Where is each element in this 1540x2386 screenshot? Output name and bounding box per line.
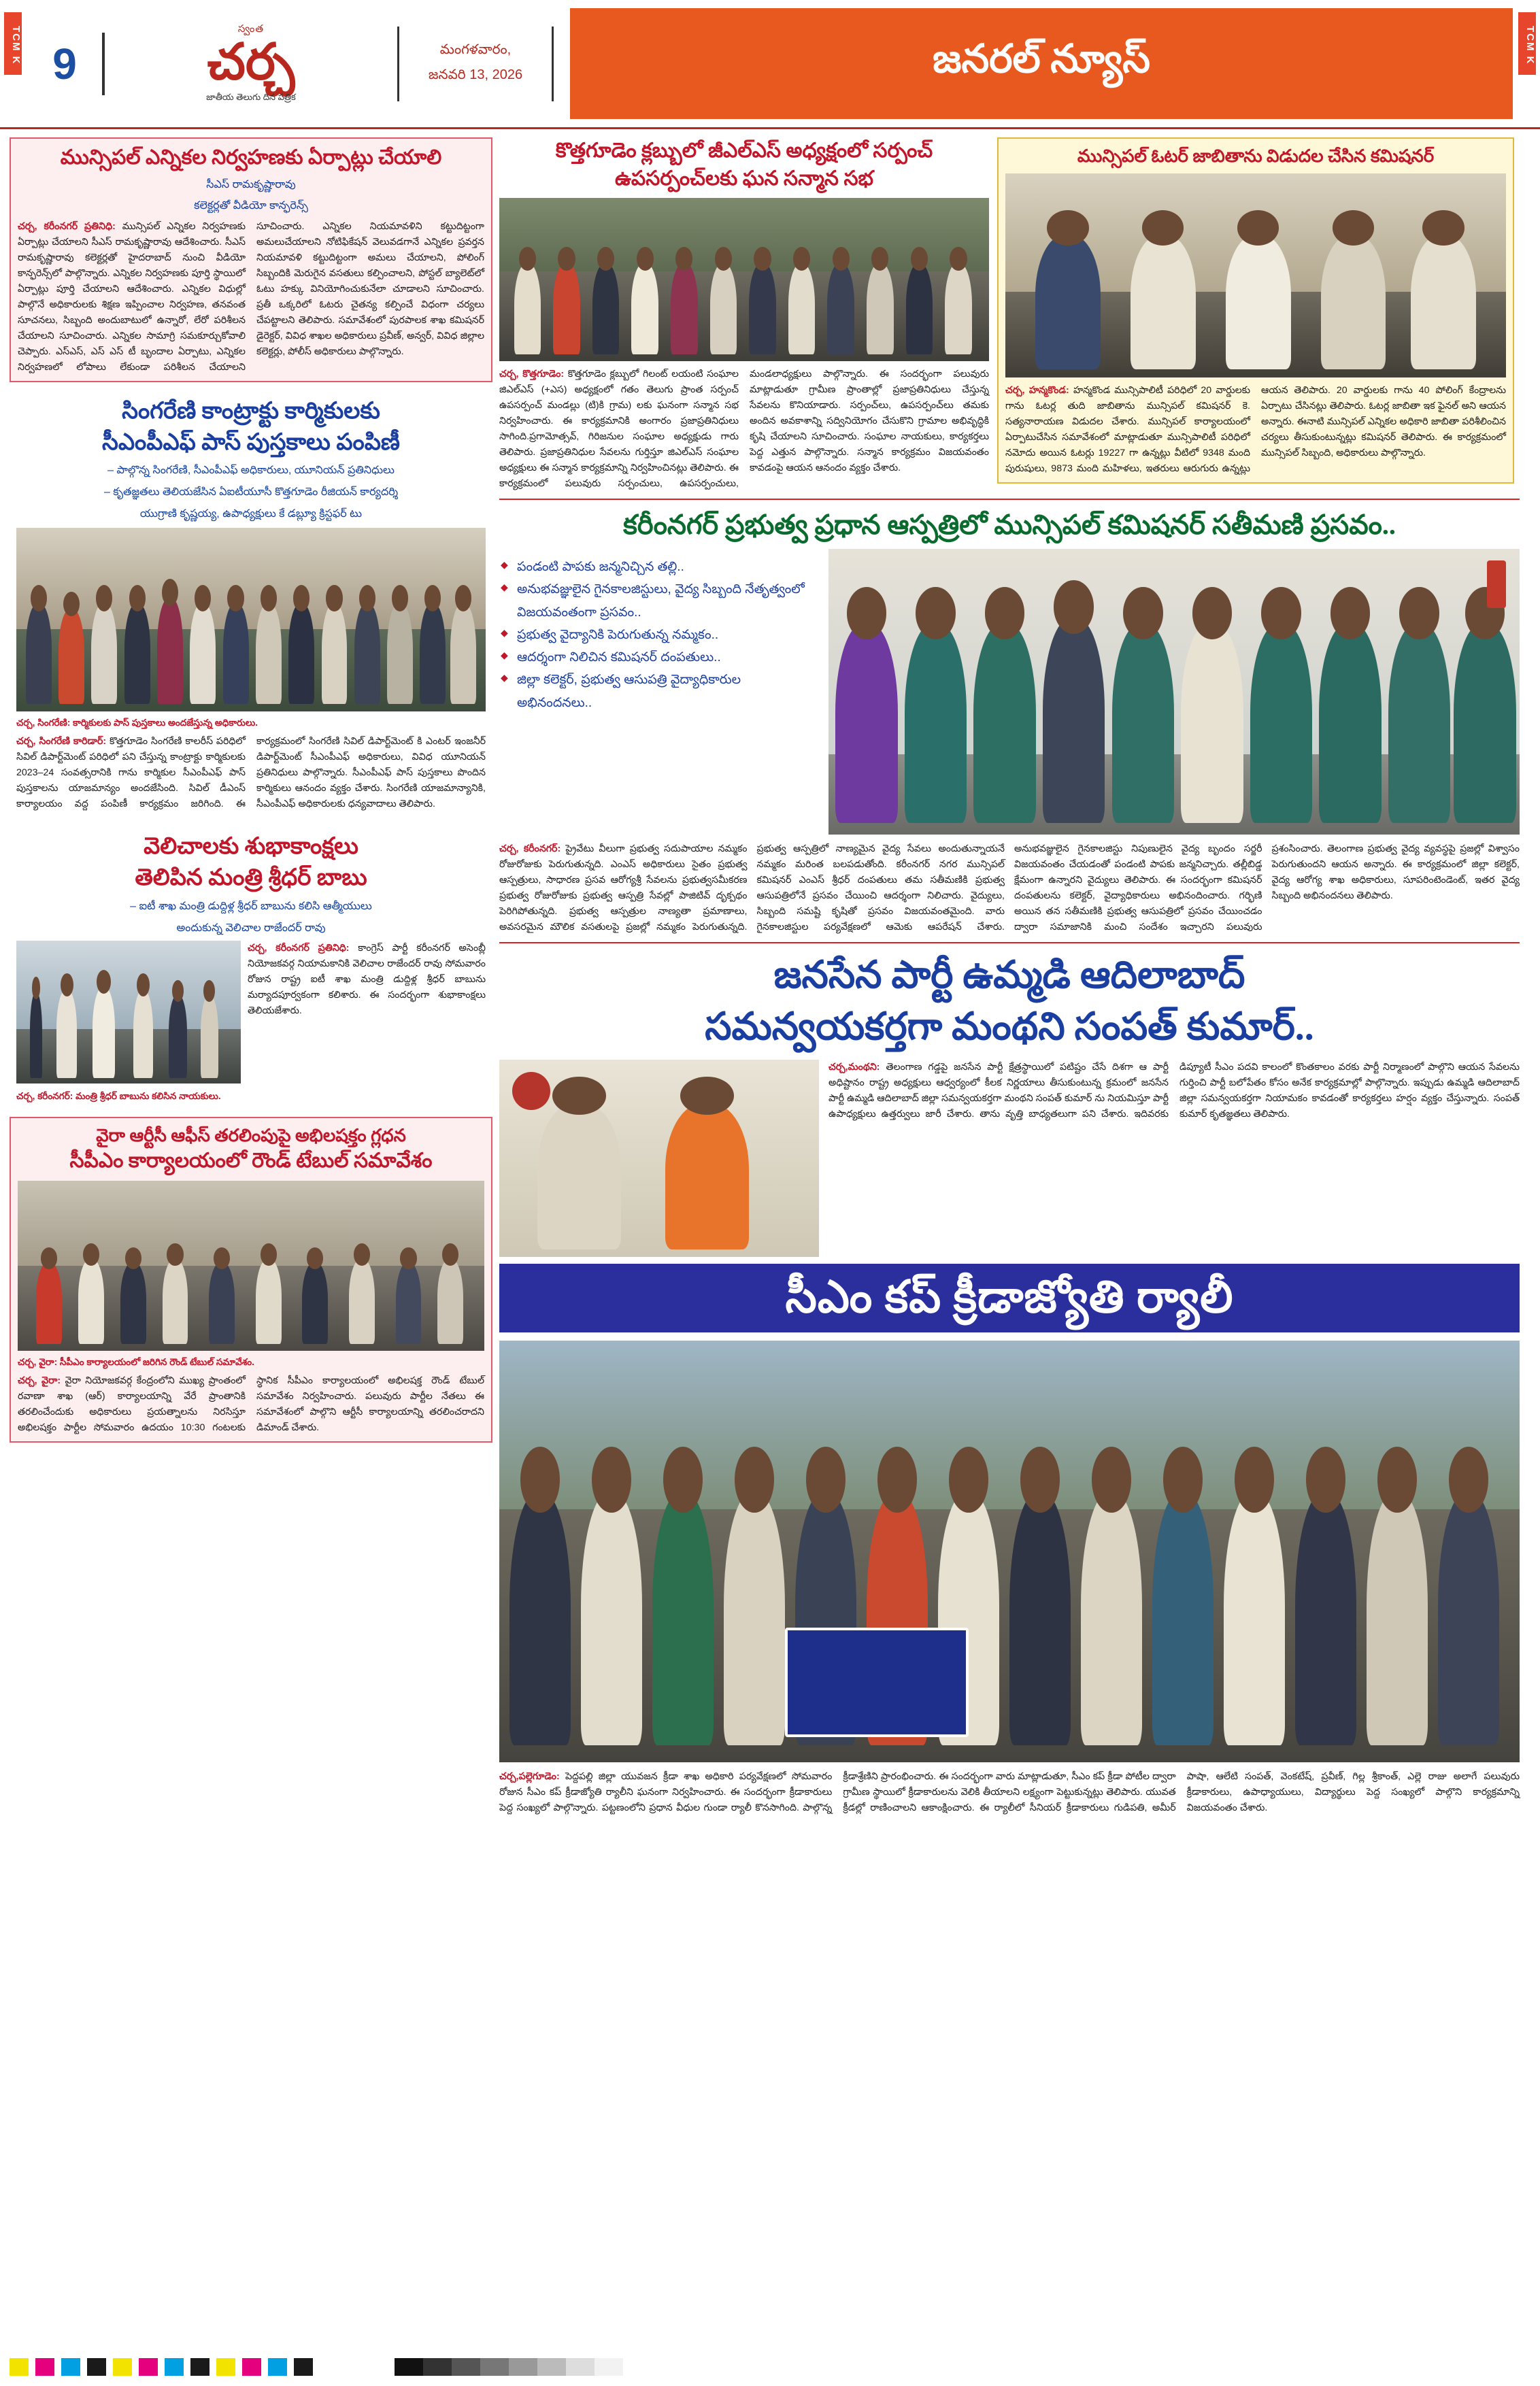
article-body-text: మున్సిపల్ ఎన్నికల నిర్వహణకు ఏర్పాట్లు చేయాలని సీఎస్ రామకృష్ణారావు ఆదేశించారు. సీఎస్ రామకృష్ణారావు కలెక్టర్లతో హైదరాబాద్ నుంచి వీడియో కాన్ఫరెన్స్‌లో పాల్గొన్నారు. ఎన్నికల నిర్వహణకు పూర్తి స్థాయిలో ఏర్పాట్లు పూర్తి చేయాలని ఆదేశించారు. ఎన్నికల విధుల్లో పాల్గొనే అధికారులకు శిక్షణ ఇప్పించాల నిర్వహణ, తనవంత సూచనలు, సిబ్బంది అందుబాటులో ఉన్నారో, లేరో పరిశీలన చేయాలని సూచించారు. ఎన్నికల సామాగ్రి సమకూర్చుకోవాలి చెప్పారు. ఎస్‌ఎస్, ఎస్ ఎస్ టీ బృందాల ఏర్పాటు, ఎన్నికల నిర్వహణలో లోపాలు లేకుండా పరిశీలన చేయాలని సూచించారు. ఎన్నికల నియమావళిని కట్టుదిట్టంగా అమలుచేయాలని నోటిఫికేషన్ వెలువడగానే ఎన్నికల ప్రవర్తన నియమావళి కట్టుదిట్టంగా అమలు చేయాలని, పోలింగ్ సిబ్బందికి మెరుగైన వసతులు కల్పించాలని, పోస్టల్ బ్యాలెట్‌లో ఓటు హక్కు వినియోగించుకునేలా చూడాలని సూచించారు. ప్రతీ ఒక్కరిలో ఓటరు చైతన్య కల్పించే విధంగా చర్యలు చేపట్టాలని తెలిపారు. — [18, 220, 484, 373]
article-body — [248, 941, 486, 1083]
article-body — [16, 734, 486, 812]
photo-caption-text: చర్చ, సింగరేణి: కార్మికులకు పాస్ పుస్తకాలు అందజేస్తున్న అధికారులు. — [16, 718, 258, 728]
article-body-col3: వారు గైనకాలజిస్టుల పర్యవేక్షణలో ఆమెకు ఆపరేషన్ చేశారు. అనుభవజ్ఞులైన గైనకాలజిస్టు నిపుణులైన వైద్య బృందం సర్జరీ విజయవంతం చేయడంతో పండంటి పాపకు జన్మనిచ్చారు. తల్లీబిడ్డ క్షేమంగా ఉన్నారని వైద్యులు తెలిపారు. ఈ సందర్భంగా కమిషనర్ దంపతులను కలెక్టర్, వైద్యాధికారులు అభినందించారు. — [756, 843, 1262, 933]
dateline: చర్చ,మంథని: — [828, 1062, 880, 1073]
swatch-cyan — [61, 2358, 80, 2376]
dateline: చర్చ, కరీంనగర్ ప్రతినిధి: — [248, 943, 350, 954]
bullet-item: ◆ ప్రభుత్వ వైద్యానికి పెరుగుతున్న నమ్మకం.. — [499, 624, 819, 646]
article-headline-line1: జనసేన పార్టీ ఉమ్మడి ఆదిలాబాద్ — [773, 954, 1245, 997]
article-subhead-1: సీఎస్ రామకృష్ణారావు — [206, 178, 296, 190]
bullet-item: ◆ ఆదర్శంగా నిలిచిన కమిషనర్ దంపతులు.. — [499, 646, 819, 669]
article-headline: మున్సిపల్ ఎన్నికల నిర్వహణకు ఏర్పాట్లు చేయాలి — [60, 146, 442, 169]
photo-caption-text: చర్చ, వైరా: సీపీఎం కార్యాలయంలో జరిగిన రౌండ్ టేబుల్ సమావేశం. — [18, 1356, 254, 1367]
article-rtc-office-protest — [10, 1117, 492, 1443]
print-registration-bar — [0, 2348, 1540, 2386]
swatch-yellow — [10, 2358, 29, 2376]
article-bullet-list — [499, 556, 819, 835]
article-headline-line2: సీపీఎం కార్యాలయంలో రౌండ్ టేబుల్ సమావేశం — [69, 1149, 433, 1173]
article-body — [499, 1769, 1520, 1816]
photo-cm-cup-rally — [499, 1341, 1520, 1762]
dateline: చర్చ,పల్లెగూడెం: — [499, 1770, 560, 1782]
article-headline-line2: సీఎంపీఎఫ్ పాస్ పుస్తకాలు పంపిణీ — [102, 429, 400, 455]
article-body-text: హన్మకొండ మున్సిపాలిటీ పరిధిలో 20 వార్డులకు గాను ఓటర్ల తుది జాబితాను మున్సిపల్ కమిషనర్ కె. సత్యనారాయణ విడుదల చేశారు. మున్సిపల్ కార్యాలయంలో ఏర్పాటుచేసిన సమావేశంలో మాట్లాడుతూ మున్సిపాలిటీ పరిధిలో నమోదు అయిన ఓటర్లు 19227 గా ఉన్నట్లు వీటిలో 9348 మంది పురుషులు, 9873 మంది మహిళలు, ఇతరులు ఆరుగురు ఉన్నట్లు ఆయన తెలిపారు. 20 వార్డులకు గాను 40 పోలింగ్ కేంద్రాలను ఏర్పాటు చేసినట్లు తెలిపారు. ఓటర్ల జాబితా ఇక ఫైనల్ అని ఆయన అన్నారు. ఈనాటి మున్సిపల్ ఎన్నికల అధికారి జాబితా పరిశీలించిన చర్యలు తీసుకుంటున్నట్లు కమిషనర్ తెలిపారు. ఈ కార్యక్రమంలో మున్సిపల్ సిబ్బంది, అధికారులు పాల్గొన్నారు. — [1005, 385, 1506, 475]
section-divider — [499, 499, 1520, 500]
photo-felicitation-group — [499, 198, 989, 361]
article-body — [499, 841, 1520, 935]
article-body — [499, 367, 989, 492]
tcm-tab-left: TCM K — [4, 12, 22, 75]
grey-step — [395, 2358, 423, 2376]
article-headline-line1: సింగరేణి కాంట్రాక్టు కార్మికులకు — [122, 398, 380, 424]
swatch-black — [190, 2358, 210, 2376]
grey-step — [595, 2358, 623, 2376]
photo-round-table-meeting — [18, 1181, 484, 1351]
swatch-yellow — [113, 2358, 132, 2376]
grey-step — [566, 2358, 595, 2376]
article-photo-and-body — [499, 1060, 1520, 1257]
masthead — [0, 0, 1540, 129]
left-column — [10, 137, 492, 1816]
article-body-text-left: కొత్తగూడెం క్లబ్బులో గిలంట్ లయంటి సంఘాల జిఎల్ఎస్ (+ఎస) అధ్యక్షంలో గతం తెలుగు ప్రాంత సర్పంచ్ ఉపసర్పంచ్ మండల్లు (టి)కి గ్రామ) లకు ఘనంగా సన్మాన సభ నిర్వహించారు. ఈ కార్యక్రమానికి అంగారం ప్రజాప్రతినిధులు సాగింది.ప్రగామోత్సవ్, గిరిజనుల సంఘాల అధ్యక్షుడు గారు తెలిపారు. ప్రజాప్రతినిధుల సేవలను గుర్తిస్తూ జిఎల్ఎస్ సంఘాల అధ్యక్షులు ఈ సన్మాన కార్యక్రమాన్ని నిర్వహించినట్లు తెలిపారు. ఈ కార్యక్రమంలో పలువురు సర్పంచులు, ఉపసర్పంచులు, మండలాధ్యక్షులు పాల్గొన్నారు. — [499, 369, 868, 489]
bullet-item: ◆ అనుభవజ్ఞులైన గైనకాలజిస్టులు, వైద్య సిబ్బంది నేతృత్వంలో విజయవంతంగా ప్రసవం.. — [499, 578, 819, 624]
bullet-item: ◆ జిల్లా కలెక్టర్, ప్రభుత్వ ఆసుపత్రి వైద్యాధికారుల అభినందనలు.. — [499, 669, 819, 714]
grey-step — [537, 2358, 566, 2376]
grey-step — [452, 2358, 480, 2376]
article-body-col1: తెలంగాణ గడ్డపై జనసేన పార్టీ క్షేత్రస్థాయిలో పటిష్టం చేసే దిశగా ఆ పార్టీ అధిష్టానం రాష్ట్ర అధ్యక్షులు ఆధ్వర్యంలో కీలక నిర్ణయాలు తీసుకుంటున్న క్రమంలో జనసేన పార్టీ ఉమ్మడి ఆదిలాబాద్ జిల్లా సమన్వయకర్తగా మంథని సంపత్ కుమార్ ను నియమిస్తూ పార్టీ ఉపాధ్యక్షులు ఉత్తర్వులు జారీ చేశారు. — [828, 1062, 1169, 1120]
article-subhead-2: – కృతజ్ఞతలు తెలియజేసిన ఏఐటీయూసీ కొత్తగూడెం రీజియన్ కార్యదర్శి — [103, 486, 399, 499]
grey-step — [509, 2358, 537, 2376]
article-body — [828, 1060, 1520, 1257]
swatch-yellow — [216, 2358, 235, 2376]
dateline: చర్చ, కొత్తగూడెం: — [499, 369, 565, 380]
article-body — [1005, 383, 1506, 477]
swatch-black — [294, 2358, 313, 2376]
article-subhead-3: యుగ్రాణి కృష్ణయ్య, ఉపాధ్యక్షులు కే డబ్ల్యూ క్రిస్టఫర్ టు — [139, 507, 363, 520]
article-headline: కరీంనగర్ ప్రభుత్వ ప్రధాన ఆస్పత్రిలో మున్సిపల్ కమిషనర్ సతీమణి ప్రసవం.. — [623, 509, 1396, 541]
article-body-col4: గర్భిణి అయిన తన సతీమణికి ప్రభుత్వ ఆసుపత్రిలో ప్రసవం చేయించడం ద్వారా సమాజానికి మంచి సందేశం ఇచ్చారని పలువురు ప్రశంసించారు. తెలంగాణ ప్రభుత్వ వైద్య వ్యవస్థపై ప్రజల్లో విశ్వాసం పెరుగుతుందని ఆయన అన్నారు. ఈ కార్యక్రమంలో జిల్లా కలెక్టర్, వైద్య ఆరోగ్య శాఖ అధికారులు, సూపరింటెండెంట్, ఇతర వైద్య సిబ్బంది అభినందనలు తెలిపారు. — [1014, 843, 1520, 933]
dateline: చర్చ, కరీంనగర్: — [499, 843, 561, 855]
article-photo-and-body — [16, 941, 486, 1083]
logo-main-text: చర్చ — [207, 34, 295, 90]
article-headline-line2: ఉపసర్పంచ్‌లకు ఘన సన్మాన సభ — [614, 167, 874, 190]
dateline: చర్చ, వైరా: — [18, 1375, 61, 1386]
article-municipal-elections — [10, 137, 492, 382]
publication-logo — [105, 0, 397, 127]
article-body-text: వైరా నియోజకవర్గ కేంద్రంలోని ముఖ్య ప్రాంతంలో రవాణా శాఖ (ఆర్) కార్యాలయాన్ని వేరే ప్రాంతానికి తరలించేందుకు అధికారులు ప్రయత్నాలను నిరసిస్తూ అభిలషక్తం పార్టీల సోమవారం ఉదయం 10:30 గంటలకు స్థానిక సీపీఎం కార్యాలయంలో అభిలషక్త రౌండ్ టేబుల్ సమావేశం నిర్వహించారు. పలువురు పార్టీల నేతలు ఈ సమావేశంలో పాల్గొని ఆర్టీసీ కార్యాలయాన్ని తరలించరాదని డిమాండ్ చేశారు. — [18, 1375, 484, 1433]
article-singareni-passbooks — [10, 390, 492, 818]
article-headline-line1: వెలిచాలకు శుభాకాంక్షలు — [144, 834, 358, 860]
article-headline-line2: తెలిపిన మంత్రి శ్రీధర్ బాబు — [135, 865, 367, 891]
article-body-text-right: ఈ సందర్భంగా పలువురు మాట్లాడుతూ గ్రామీణ ప్రాంతాల్లో ప్రజాప్రతినిధులు చేస్తున్న సేవలను కొనియాడారు. సర్పంచ్‌లు, ఉపసర్పంచ్‌లు తమకు అందిన అవకాశాన్ని సద్వినియోగం చేసుకొని గ్రామాల అభివృద్ధికి కృషి చేయాలని సూచించారు. సంఘాల నాయకులు, కార్యకర్తలు పెద్ద ఎత్తున పాల్గొన్నారు. సన్మాన కార్యక్రమం విజయవంతం కావడంపై ఆయన ఆనందం వ్యక్తం చేశారు. — [750, 369, 989, 473]
article-janasena-appointment — [499, 950, 1520, 1257]
swatch-black — [87, 2358, 106, 2376]
article-body — [18, 1373, 484, 1436]
right-column — [499, 137, 1520, 1816]
photo-singareni-event — [16, 528, 486, 711]
tcm-tab-right: TCM K — [1518, 12, 1536, 75]
article-body-col1: పెద్దపల్లి జిల్లా యువజన క్రీడా శాఖ అధికారి పర్యవేక్షణలో సోమవారం రోజున సీఎం కప్ క్రీడాజ్యోతి ర్యాలీని ఘనంగా నిర్వహించారు. ఈ సందర్భంగా క్రీడాకారులు పెద్ద సంఖ్యలో పాల్గొన్నారు. పట్టణంలోని ప్రధాన వీధుల గుండా ర్యాలీ కొనసాగింది. — [499, 1770, 833, 1813]
logo-tagline: జాతీయ తెలుగు దిన పత్రిక — [206, 91, 296, 102]
greyscale-steps — [395, 2358, 623, 2376]
bullet-item: ◆ పండంటి పాపకు జన్మనిచ్చిన తల్లి.. — [499, 556, 819, 578]
issue-date-full: జనవరి 13, 2026 — [428, 67, 523, 82]
swatch-cyan — [165, 2358, 184, 2376]
photo-caption — [16, 1089, 486, 1103]
article-body-text: కొత్తగూడెం సింగరేణి కాలరీస్ పరిధిలో సివిల్ డిపార్ట్‌మెంట్ పరిధిలో పని చేస్తున్న కాంట్రాక్టు కార్మికులకు 2023–24 సంవత్సరానికి గాను కార్మికుల సీఎంపీఎఫ్ పాస్ పుస్తకాలను యాజమాన్యం అందజేసింది. సివిల్ డీఎంస్ కార్యాలయం వద్ద పంపిణీ కార్యక్రమం జరిగింది. ఈ కార్యక్రమంలో సింగరేణి సివిల్ డిపార్ట్‌మెంట్ కి ఎంటర్ ఇంజనీర్ డిపార్ట్‌మెంట్ సీఎంపీఎఫ్ అధికారులు, వివిధ యూనియన్ ప్రతినిధులు పాల్గొన్నారు. సీఎంపీఎఫ్ పాస్ పుస్తకాలు పొందిన కార్మికులు ఆనందం వ్యక్తం చేశారు. సింగరేణి యాజమాన్యానికి, సీఎంపీఎఫ్ అధికారులకు ధన్యవాదాలు తెలిపారు. — [16, 736, 486, 810]
section-title: జనరల్ న్యూస్ — [570, 8, 1513, 119]
article-cm-cup-rally — [499, 1264, 1520, 1816]
article-sarpanch-felicitation — [499, 137, 989, 492]
dateline: చర్చ, హన్మకొండ: — [1005, 385, 1069, 397]
article-minister-greetings — [10, 826, 492, 1109]
photo-hospital-staff — [828, 549, 1520, 835]
top-row — [499, 137, 1520, 492]
article-headline-line1: కొత్తగూడెం క్లబ్బులో జీఎల్ఎస్ అధ్యక్షంలో సర్పంచ్ — [555, 139, 933, 162]
photo-minister-meeting — [16, 941, 241, 1083]
issue-day: మంగళవారం, — [439, 41, 512, 57]
swatch-magenta — [35, 2358, 54, 2376]
article-subhead-2: కలెక్టర్లతో వీడియో కాన్ఫరెన్స్ — [194, 200, 308, 212]
article-body-col2: పాల్గొన్న క్రీడాశ్రేణిని ప్రారంభించారు. ఈ సందర్భంగా వారు మాట్లాడుతూ, సీఎం కప్ క్రీడా పోటీల ద్వారా గ్రామీణ స్థాయిలో క్రీడాకారులను వెలికి తీయాలని లక్ష్యంగా పెట్టుకున్నట్లు తెలిపారు. యువత క్రీడల్లో రాణించాలని ఆకాంక్షించారు. — [803, 1770, 1176, 1813]
article-body-col2: ప్రభుత్వ ఆస్పత్రిలో నాణ్యమైన వైద్య సేవలు అందుతున్నాయనే నమ్మకం మరింత బలపడుతోంది. కరీంనగర్ నగర మున్సిపల్ కమిషనర్ ఎంఎస్ శ్రీధర్ దంపతులు తమ సతీమణికి ప్రభుత్వ ఆసుపత్రిలోనే ప్రసవం చేయించి ఆదర్శంగా నిలిచారు. వైద్యులు, సిబ్బంది సమష్టి కృషితో ప్రసవం విజయవంతమైంది. — [756, 843, 1005, 918]
article-body-text-2: సమావేశంలో పురపాలక శాఖ కమిషనర్ డైరెక్టర్, వివిధ శాఖల అధికారులు ప్రవీణ్, అన్వర్, వివిధ జిల్లాల కలెక్టర్లు, పోలీస్ అధికారులు పాల్గొన్నారు. — [256, 314, 484, 357]
article-body-col3: ఈ ర్యాలీలో సీనియర్ క్రీడాకారులు గుడిపతి, అమీర్ పాషా, ఆలేటి సంపత్, వెంకటేష్, ప్రవీణ్, గిల్ల శ్రీకాంత్, ఎల్లె రాజు అలాగే పలువురు క్రీడాకారులు, ఉపాధ్యాయులు, విద్యార్థులు పెద్ద సంఖ్యలో పాల్గొని కార్యక్రమాన్ని విజయవంతం చేశారు. — [980, 1770, 1520, 1813]
article-hospital-delivery — [499, 507, 1520, 935]
article-body — [18, 219, 484, 375]
article-subhead-1: – పాల్గొన్న సింగరేణి, సీఎంపీఎఫ్ అధికారులు, యూనియన్ ప్రతినిధులు — [107, 465, 395, 477]
article-body-col1: ప్రైవేటు వీలుగా ప్రభుత్వ సదుపాయాల నమ్మకం రోజురోజుకు పెరుగుతున్నది. ఎంఎస్ అధికారులు సైతం ప్రభుత్వ ఆస్పత్రులు, సాధారణ ప్రసవ ఆరోగ్యశ్రీ సేవలను ప్రభుత్వసమీకరణ ప్రభుత్వ రోజురోజుకు ప్రభుత్వ ఆస్పత్రి సేవల్లో పాజిటివ్ దృక్పథం పెరిగిపోతున్నది. ప్రభుత్వ ఆస్పత్రుల నాణ్యతా ప్రమాణాలు, అవసరమైన మౌలిక వసతులపై ప్రజల్లో నమ్మకం పెరుగుతున్నది. — [499, 843, 748, 933]
article-headline: మున్సిపల్ ఓటర్ జాబితాను విడుదల చేసిన కమిషనర్ — [1077, 146, 1435, 166]
swatch-magenta — [139, 2358, 158, 2376]
photo-commissioner-voter-list — [1005, 173, 1506, 377]
issue-date — [397, 27, 554, 101]
article-bullets-and-photo — [499, 549, 1520, 835]
article-body-col2: తాను వృత్తి బాధ్యతలుగా పని చేశారు. ఇదివరకు డిప్యూటీ సీఎం పదవి కాలంలో కొంతకాలం వరకు పార్టీ నిర్మాణంలో పాల్గొని ఆయన సేవలను గుర్తించి పార్టీ బలోపేతం కోసం అనేక కార్యక్రమాల్లో పాల్గొన్నారు. ఇప్పుడు ఉమ్మడి ఆదిలాబాద్ జిల్లా సమన్వయకర్తగా నియామకం కావడంతో కార్యకర్తలు హర్షం వ్యక్తం చేస్తున్నారు. సంపత్ కుమార్ కృతజ్ఞతలు తెలిపారు. — [980, 1062, 1520, 1120]
article-body-text: కాంగ్రెస్ పార్టీ కరీంనగర్ అసెంబ్లీ నియోజకవర్గ నియామకానికి వెలిచాల రాజేందర్ రావు సోమవారం రోజున రాష్ట్ర ఐటీ శాఖ మంత్రి డుద్దిళ్ల శ్రీధర్ బాబును మర్యాదపూర్వకంగా కలిశారు. ఈ సందర్భంగా శుభాకాంక్షలు తెలియజేశారు. — [248, 943, 486, 1017]
section-divider — [499, 942, 1520, 943]
grey-step — [480, 2358, 509, 2376]
dateline: చర్చ, సింగరేణి కారిడార్: — [16, 736, 107, 747]
photo-caption — [18, 1355, 484, 1369]
article-subhead-1: – ఐటీ శాఖ మంత్రి డుద్దిళ్ల శ్రీధర్ బాబును కలిసి ఆత్మీయులు — [130, 901, 372, 913]
grey-step — [423, 2358, 452, 2376]
page-number: 9 — [52, 39, 77, 88]
logo-small-text: స్వంత — [237, 22, 265, 35]
color-swatches — [10, 2358, 313, 2376]
article-subhead-2: అందుకున్న వెలిచాల రాజేందర్ రావు — [176, 922, 326, 934]
article-headline-line2: సమన్వయకర్తగా మంథని సంపత్ కుమార్.. — [705, 1005, 1314, 1048]
swatch-cyan — [268, 2358, 287, 2376]
article-voter-list-release — [997, 137, 1514, 484]
swatch-magenta — [242, 2358, 261, 2376]
article-headline-line1: వైరా ఆర్టీసీ ఆఫీస్ తరలింపుపై అభిలషక్తం గ్లధన — [96, 1126, 406, 1146]
article-banner-headline: సీఎం కప్ క్రీడాజ్యోతి ర్యాలీ — [499, 1264, 1520, 1332]
dateline: చర్చ, కరీంనగర్ ప్రతినిధి: — [18, 220, 116, 232]
photo-caption-text: చర్చ, కరీంనగర్: మంత్రి శ్రీధర్ బాబును కలిసిన నాయకులు. — [16, 1091, 221, 1102]
photo-janasena-leader — [499, 1060, 819, 1257]
page-content — [0, 129, 1540, 1816]
photo-caption — [16, 716, 486, 730]
